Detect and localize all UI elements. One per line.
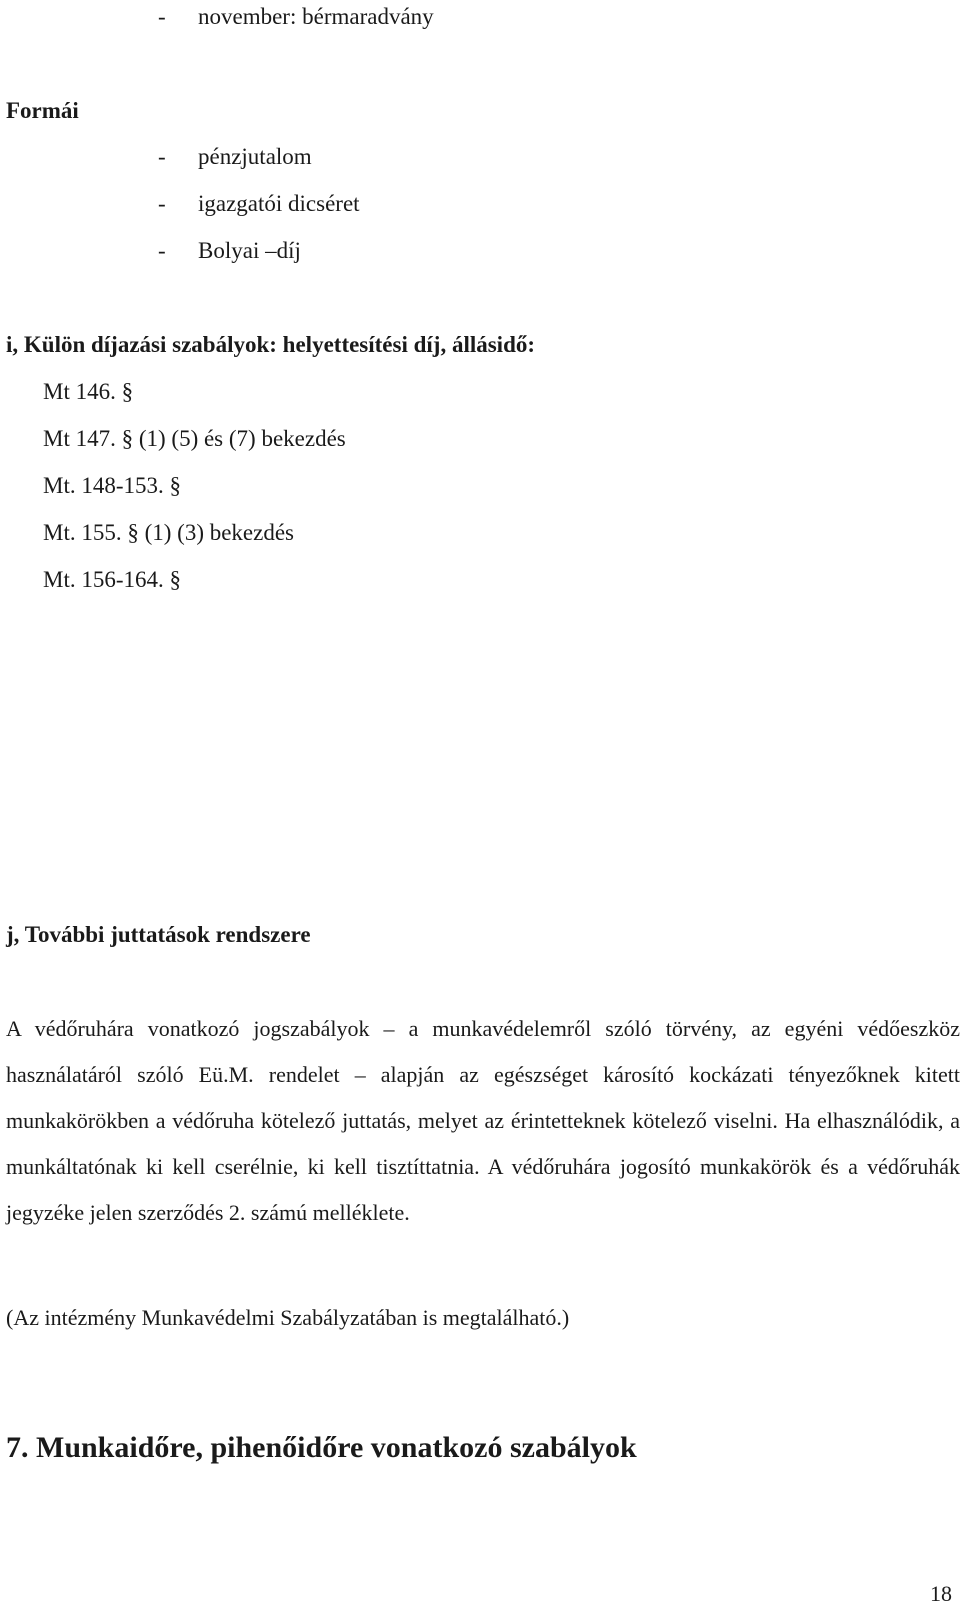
list-item-text: Bolyai –díj	[198, 238, 301, 263]
section-j-heading: j, További juttatások rendszere	[6, 922, 311, 947]
law-reference: Mt. 155. § (1) (3) bekezdés	[43, 520, 295, 545]
section-j-note: (Az intézmény Munkavédelmi Szabályzatában is megtalálható.)	[6, 1305, 570, 1330]
bullet-dash: -	[158, 191, 166, 216]
list-item-text: pénzjutalom	[198, 144, 312, 169]
law-reference: Mt. 156-164. §	[43, 567, 181, 592]
law-reference: Mt. 148-153. §	[43, 473, 181, 498]
list-item	[158, 142, 312, 172]
bullet-dash: -	[158, 4, 166, 29]
bullet-dash: -	[158, 144, 166, 169]
law-reference: Mt 147. § (1) (5) és (7) bekezdés	[43, 426, 346, 451]
section-j-paragraph: A védőruhára vonatkozó jogszabályok – a munkavédelemről szóló törvény, az egyéni védőeszköz használatáról szóló Eü.M. rendelet – alapján az egészséget károsító kockázati tényezőknek kitett munkakörökben a védőruha kötelező juttatás, melyet az érintetteknek kötelező viselni. Ha elhasználódik, a munkáltatónak ki kell cserélnie, ki kell tisztíttatnia. A védőruhára jogosító munkakörök és a védőruhák jegyzéke jelen szerződés 2. számú melléklete.	[6, 1016, 960, 1225]
section-7-heading: 7. Munkaidőre, pihenőidőre vonatkozó szabályok	[6, 1431, 637, 1464]
list-item	[158, 236, 301, 266]
list-item-text: igazgatói dicséret	[198, 191, 360, 216]
list-item	[158, 2, 434, 32]
formai-heading: Formái	[6, 98, 79, 123]
page-number: 18	[930, 1581, 952, 1606]
list-item-text: november: bérmaradvány	[198, 4, 434, 29]
law-reference: Mt 146. §	[43, 379, 134, 404]
section-i-heading: i, Külön díjazási szabályok: helyettesítési díj, állásidő:	[6, 332, 536, 357]
list-item	[158, 189, 360, 219]
bullet-dash: -	[158, 238, 166, 263]
